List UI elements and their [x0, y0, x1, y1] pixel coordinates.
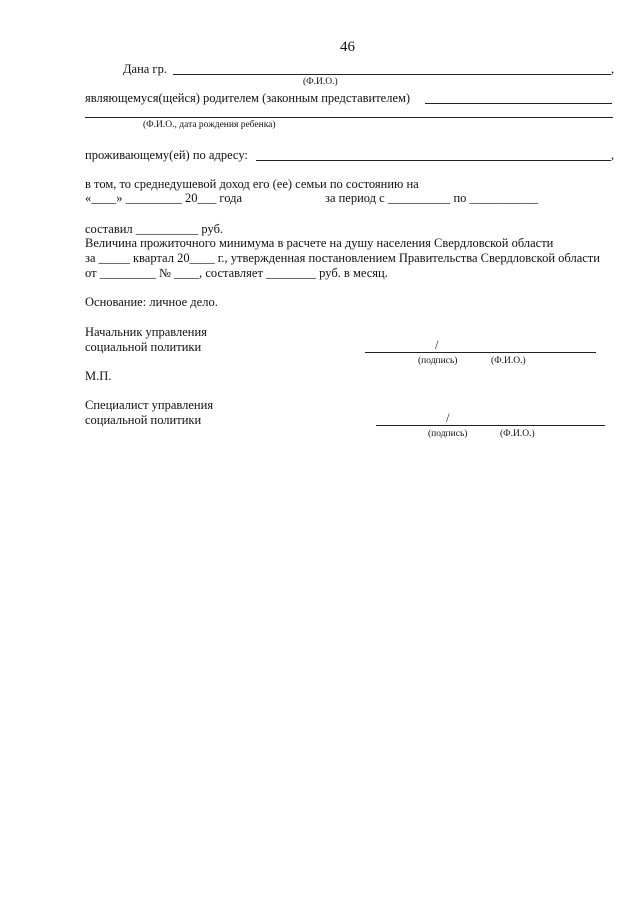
- parent-label: являющемуся(щейся) родителем (законным представителем): [85, 91, 411, 105]
- basis-text: Основание: личное дело.: [85, 295, 218, 309]
- as-of-date: «____» _________ 20___ года: [85, 191, 242, 205]
- subsistence-minimum-text: Величина прожиточного минимума в расчете на душу населения Свердловской области: [85, 236, 554, 250]
- page-number: 46: [340, 39, 355, 55]
- stamp-placeholder: М.П.: [85, 369, 112, 383]
- specialist-signature-slash: /: [446, 411, 450, 425]
- income-amount: составил __________ руб.: [85, 222, 224, 236]
- parent-line: [425, 103, 612, 104]
- head-signature-slash: /: [435, 338, 439, 352]
- address-end-comma: ,: [611, 148, 615, 162]
- address-label: проживающему(ей) по адресу:: [85, 148, 248, 162]
- specialist-signature-caption: (подпись): [428, 429, 468, 439]
- quarter-resolution-text: за _____ квартал 20____ г., утвержденная постановлением Правительства Свердловской области: [85, 251, 600, 265]
- line-end-comma: ,: [611, 62, 615, 76]
- period: за период с __________ по ___________: [325, 191, 539, 205]
- head-title-2: социальной политики: [85, 340, 202, 354]
- head-signature-line: [365, 352, 596, 353]
- address-line: [256, 160, 611, 161]
- income-statement: в том, то среднедушевой доход его (ее) семьи по состоянию на: [85, 177, 419, 191]
- minimum-amount-text: от _________ № ____, составляет ________ руб. в месяц.: [85, 266, 388, 280]
- head-title-1: Начальник управления: [85, 325, 207, 339]
- specialist-fio-caption: (Ф.И.О.): [500, 429, 535, 439]
- child-caption: (Ф.И.О., дата рождения ребенка): [143, 120, 276, 130]
- head-fio-caption: (Ф.И.О.): [491, 356, 526, 366]
- fio-caption: (Ф.И.О.): [303, 77, 338, 87]
- specialist-title-1: Специалист управления: [85, 398, 214, 412]
- given-to-label: Дана гр.: [123, 62, 167, 76]
- citizen-name-line: [173, 74, 611, 75]
- specialist-signature-line: [376, 425, 605, 426]
- head-signature-caption: (подпись): [418, 356, 458, 366]
- specialist-title-2: социальной политики: [85, 413, 202, 427]
- child-line: [85, 117, 613, 118]
